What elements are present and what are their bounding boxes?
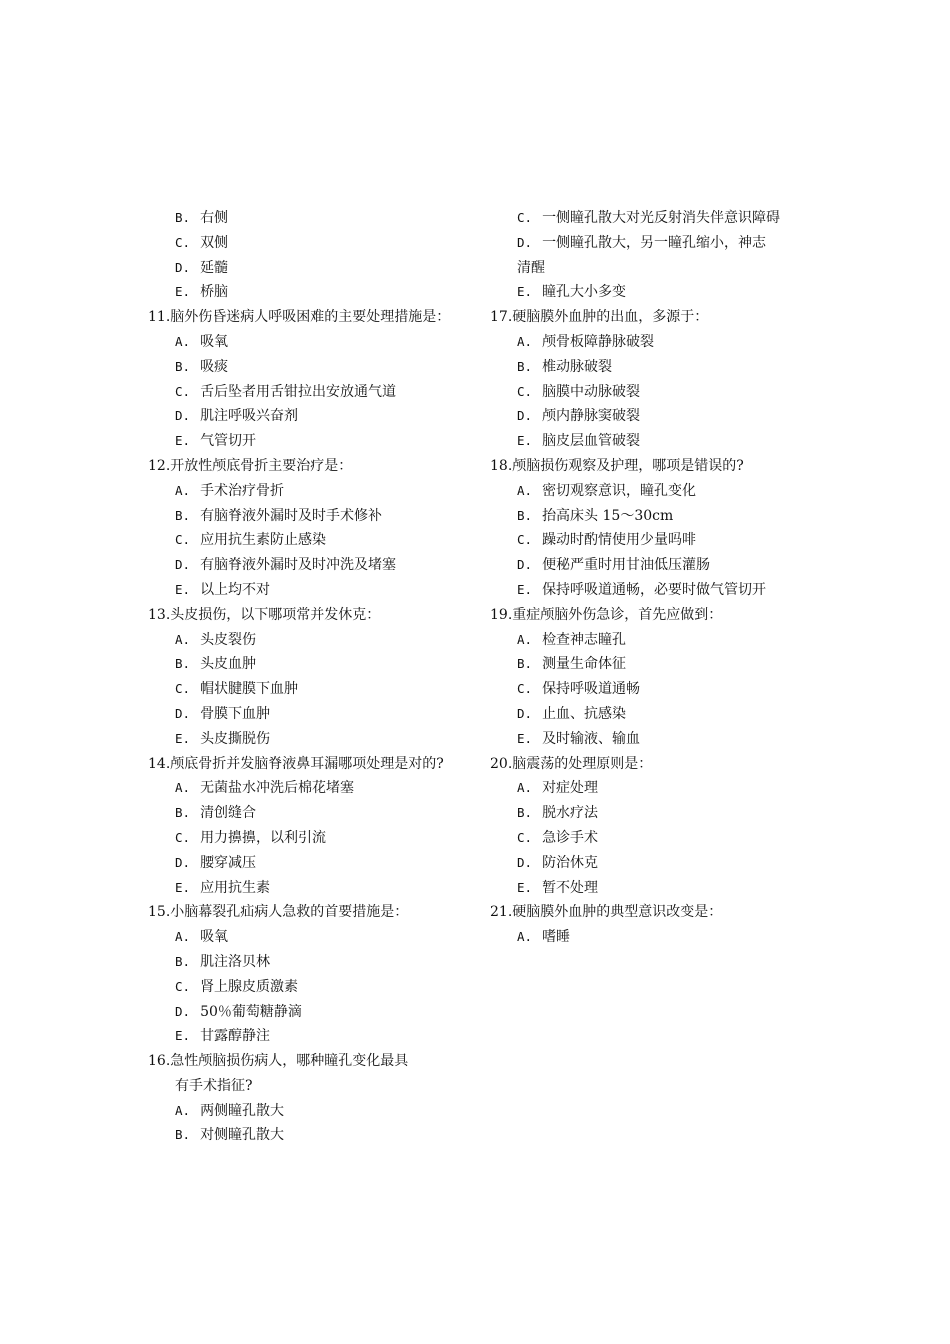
option-line: [148, 553, 478, 578]
option-line: [490, 702, 810, 727]
option-text: 抬高床头 15～30cm: [542, 507, 674, 524]
question-number: 12.: [148, 457, 171, 474]
option-text: 对症处理: [542, 780, 599, 797]
option-text: 躁动时酌情使用少量吗啡: [542, 532, 697, 549]
option-text: 椎动脉破裂: [542, 358, 613, 375]
option-letter: E.: [175, 581, 191, 597]
question-number: 15.: [148, 904, 171, 921]
option-line: [148, 1099, 478, 1124]
option-line: [490, 380, 810, 405]
option-text: 密切观察意识，瞳孔变化: [542, 482, 697, 499]
option-letter: B.: [175, 507, 191, 523]
option-line: [148, 1123, 478, 1148]
question-text: 头皮损伤，以下哪项常并发休克：: [170, 606, 381, 623]
option-letter: D.: [175, 408, 191, 424]
option-text: 瞳孔大小多变: [542, 284, 627, 301]
question-line: [148, 752, 478, 777]
option-text: 脑皮层血管破裂: [542, 433, 641, 450]
option-line: [490, 776, 810, 801]
option-text: 暂不处理: [542, 879, 599, 896]
option-line: [490, 330, 810, 355]
continuation-line: 有手术指征?: [175, 1077, 253, 1094]
option-text: 应用抗生素: [200, 879, 271, 896]
option-letter: B.: [517, 805, 533, 821]
option-text: 双侧: [200, 234, 229, 251]
option-letter: D.: [175, 1003, 191, 1019]
question-text: 颅脑损伤观察及护理，哪项是错误的?: [512, 457, 744, 474]
option-line: [490, 479, 810, 504]
option-line: [490, 801, 810, 826]
option-text: 保持呼吸道通畅，必要时做气管切开: [542, 581, 767, 598]
option-letter: A.: [175, 780, 191, 796]
option-letter: A.: [175, 482, 191, 498]
option-letter: D.: [517, 854, 533, 870]
question-text: 硬脑膜外血肿的出血，多源于：: [512, 309, 709, 326]
option-letter: B.: [517, 656, 533, 672]
option-text: 桥脑: [200, 284, 229, 301]
option-line: [148, 528, 478, 553]
option-text: 保持呼吸道通畅: [542, 681, 641, 698]
option-line: [490, 280, 810, 305]
option-text: 止血、抗感染: [542, 705, 627, 722]
right-column: [490, 206, 810, 950]
option-text: 甘露醇静注: [200, 1028, 271, 1045]
option-line: [148, 206, 478, 231]
option-line: [148, 1000, 478, 1025]
option-letter: C.: [175, 234, 191, 250]
question-text: 脑外伤昏迷病人呼吸困难的主要处理措施是：: [170, 309, 451, 326]
option-line: [148, 504, 478, 529]
option-line: [490, 206, 810, 231]
option-text: 头皮撕脱伤: [200, 730, 271, 747]
question-line: [490, 752, 810, 777]
option-line: [490, 628, 810, 653]
option-line: [148, 280, 478, 305]
question-text: 重症颅脑外伤急诊，首先应做到：: [512, 606, 723, 623]
option-line: [148, 479, 478, 504]
option-text: 脱水疗法: [542, 805, 599, 822]
question-number: 16.: [148, 1053, 171, 1070]
question-text: 脑震荡的处理原则是：: [512, 755, 653, 772]
option-line: [490, 652, 810, 677]
option-text: 应用抗生素防止感染: [200, 532, 327, 549]
option-line: [490, 553, 810, 578]
option-letter: D.: [175, 259, 191, 275]
option-line: [148, 876, 478, 901]
option-letter: C.: [175, 681, 191, 697]
question-line: [490, 305, 810, 330]
option-text: 清创缝合: [200, 805, 257, 822]
option-letter: C.: [175, 978, 191, 994]
option-line: [490, 677, 810, 702]
option-text: 对侧瞳孔散大: [200, 1127, 285, 1144]
option-line: [148, 231, 478, 256]
option-line: [148, 950, 478, 975]
option-letter: D.: [175, 705, 191, 721]
question-text: 硬脑膜外血肿的典型意识改变是：: [512, 904, 723, 921]
option-line: [490, 528, 810, 553]
option-line: [148, 429, 478, 454]
option-text: 肾上腺皮质激素: [200, 978, 299, 995]
option-line: [490, 429, 810, 454]
option-text: 吸痰: [200, 358, 229, 375]
question-number: 13.: [148, 606, 171, 623]
option-letter: E.: [175, 1028, 191, 1044]
option-letter: B.: [517, 358, 533, 374]
option-letter: A.: [517, 780, 533, 796]
option-text: 头皮裂伤: [200, 631, 257, 648]
option-text: 气管切开: [200, 433, 257, 450]
question-line: [148, 900, 478, 925]
option-letter: B.: [175, 805, 191, 821]
option-letter: C.: [175, 383, 191, 399]
option-letter: E.: [517, 433, 533, 449]
option-text: 吸氧: [200, 333, 229, 350]
option-text: 用力擤擤，以利引流: [200, 829, 327, 846]
option-line: [148, 677, 478, 702]
option-text: 有脑脊液外漏时及时冲洗及堵塞: [200, 557, 397, 574]
option-letter: B.: [175, 358, 191, 374]
option-line: [490, 925, 810, 950]
option-letter: B.: [175, 1127, 191, 1143]
option-line: [148, 975, 478, 1000]
option-text: 帽状腱膜下血肿: [200, 681, 299, 698]
option-text: 急诊手术: [542, 829, 599, 846]
question-number: 11.: [148, 309, 171, 326]
question-text: 开放性颅底骨折主要治疗是：: [170, 457, 353, 474]
option-letter: A.: [517, 333, 533, 349]
option-letter: A.: [175, 929, 191, 945]
question-text: 小脑幕裂孔疝病人急救的首要措施是：: [170, 904, 409, 921]
option-line: [490, 727, 810, 752]
option-line: [148, 355, 478, 380]
question-number: 19.: [490, 606, 513, 623]
option-letter: D.: [175, 557, 191, 573]
option-text: 头皮血肿: [200, 656, 257, 673]
option-letter: C.: [517, 383, 533, 399]
question-line: [148, 1049, 478, 1074]
option-letter: D.: [517, 705, 533, 721]
option-text: 脑膜中动脉破裂: [542, 383, 641, 400]
question-line: [148, 305, 478, 330]
option-text: 检查神志瞳孔: [542, 631, 627, 648]
question-line: [490, 454, 810, 479]
option-letter: A.: [517, 929, 533, 945]
option-line: [148, 330, 478, 355]
option-line: [490, 231, 810, 256]
option-letter: D.: [175, 854, 191, 870]
option-line: [148, 404, 478, 429]
option-line: [490, 826, 810, 851]
option-text: 肌注洛贝林: [200, 953, 271, 970]
option-letter: E.: [175, 879, 191, 895]
option-line: [148, 628, 478, 653]
option-text: 测量生命体征: [542, 656, 627, 673]
continuation-line: 清醒: [517, 259, 545, 276]
option-letter: E.: [517, 284, 533, 300]
option-letter: A.: [517, 482, 533, 498]
option-text: 腰穿减压: [200, 854, 257, 871]
option-text: 手术治疗骨折: [200, 482, 285, 499]
option-text: 防治休克: [542, 854, 599, 871]
option-line: [490, 876, 810, 901]
option-line: [490, 355, 810, 380]
option-line: [490, 578, 810, 603]
option-letter: E.: [175, 433, 191, 449]
left-column: [148, 206, 478, 1148]
option-line: [148, 801, 478, 826]
option-text: 及时输液、输血: [542, 730, 641, 747]
option-letter: C.: [175, 829, 191, 845]
option-text: 舌后坠者用舌钳拉出安放通气道: [200, 383, 397, 400]
option-letter: D.: [517, 408, 533, 424]
option-text: 嗜睡: [542, 929, 571, 946]
option-letter: C.: [175, 532, 191, 548]
question-text: 急性颅脑损伤病人，哪种瞳孔变化最具: [170, 1053, 409, 1070]
option-line: [148, 776, 478, 801]
option-text: 以上均不对: [200, 581, 271, 598]
question-number: 20.: [490, 755, 513, 772]
option-line: [490, 404, 810, 429]
option-letter: B.: [517, 507, 533, 523]
option-letter: B.: [175, 953, 191, 969]
option-line: [148, 380, 478, 405]
option-letter: E.: [517, 581, 533, 597]
option-line: [148, 652, 478, 677]
question-number: 14.: [148, 755, 171, 772]
question-line: [148, 603, 478, 628]
question-number: 21.: [490, 904, 513, 921]
question-line: [490, 603, 810, 628]
question-line: [148, 454, 478, 479]
option-letter: A.: [175, 631, 191, 647]
option-line: [148, 727, 478, 752]
option-line: [148, 1024, 478, 1049]
option-text: 50％葡萄糖静滴: [200, 1003, 302, 1020]
option-text: 颅骨板障静脉破裂: [542, 333, 655, 350]
question-number: 17.: [490, 309, 513, 326]
question-text: 颅底骨折并发脑脊液鼻耳漏哪项处理是对的?: [170, 755, 444, 772]
option-text: 便秘严重时用甘油低压灌肠: [542, 557, 711, 574]
option-text: 延髓: [200, 259, 229, 276]
option-letter: C.: [517, 681, 533, 697]
option-line: [148, 702, 478, 727]
question-number: 18.: [490, 457, 513, 474]
option-line: [148, 925, 478, 950]
option-text: 骨膜下血肿: [200, 705, 271, 722]
option-text: 一侧瞳孔散大对光反射消失伴意识障碍: [542, 210, 781, 226]
option-line: [148, 578, 478, 603]
option-text: 右侧: [200, 210, 229, 226]
option-text: 肌注呼吸兴奋剂: [200, 408, 299, 425]
option-letter: B.: [175, 656, 191, 672]
option-line: [490, 504, 810, 529]
option-text: 无菌盐水冲洗后棉花堵塞: [200, 780, 355, 797]
option-line: [148, 256, 478, 281]
option-letter: D.: [517, 557, 533, 573]
option-letter: E.: [517, 730, 533, 746]
option-text: 两侧瞳孔散大: [200, 1102, 285, 1119]
option-letter: A.: [175, 333, 191, 349]
option-letter: C.: [517, 210, 533, 225]
option-letter: A.: [517, 631, 533, 647]
option-letter: E.: [175, 284, 191, 300]
option-line: [490, 851, 810, 876]
option-text: 颅内静脉窦破裂: [542, 408, 641, 425]
option-letter: C.: [517, 532, 533, 548]
option-letter: E.: [175, 730, 191, 746]
option-letter: A.: [175, 1102, 191, 1118]
option-letter: E.: [517, 879, 533, 895]
option-text: 一侧瞳孔散大，另一瞳孔缩小，神志: [542, 234, 767, 251]
option-line: [148, 826, 478, 851]
option-text: 有脑脊液外漏时及时手术修补: [200, 507, 383, 524]
option-text: 吸氧: [200, 929, 229, 946]
option-letter: D.: [517, 234, 533, 250]
option-letter: B.: [175, 210, 191, 225]
option-letter: C.: [517, 829, 533, 845]
question-line: [490, 900, 810, 925]
option-line: [148, 851, 478, 876]
